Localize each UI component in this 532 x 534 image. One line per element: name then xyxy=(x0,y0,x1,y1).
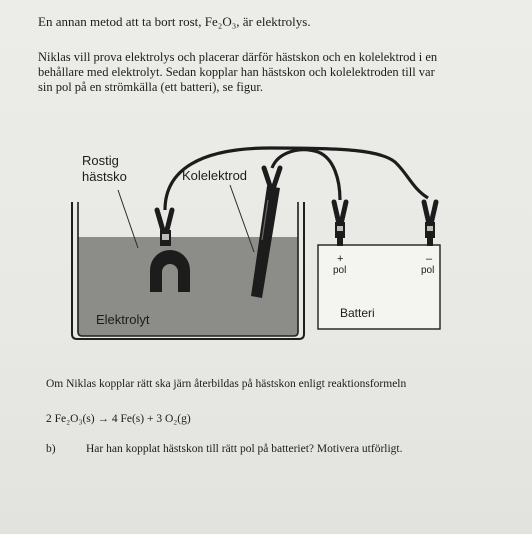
question-b-text: Har han kopplat hästskon till rätt pol på batteriet? Motivera utförligt. xyxy=(86,443,403,455)
question-b xyxy=(46,442,516,456)
electrolysis-figure xyxy=(0,140,532,370)
paragraph-line-2: behållare med elektrolyt. Sedan kopplar han hästskon och kolelektroden till var xyxy=(38,65,435,79)
problem-paragraph xyxy=(38,50,518,95)
reaction-formula: 2 Fe₂O₃(s) → 4 Fe(s) + 3 O₂(g) xyxy=(46,413,191,425)
paragraph-line-1: Niklas vill prova elektrolys och placerar därför hästskon och en kolelektrod i en xyxy=(38,50,438,64)
minus-clip xyxy=(424,202,436,246)
plus-sign: + xyxy=(337,253,344,265)
cable-electrode xyxy=(272,150,340,200)
plus-clip xyxy=(334,202,346,246)
label-kolelektrod: Kolelektrod xyxy=(182,168,248,183)
label-batteri: Batteri xyxy=(340,306,375,320)
electrode-clip xyxy=(264,168,280,186)
intro-text: En annan metod att ta bort rost, Fe₂O₃, är elektrolys. xyxy=(38,14,311,29)
paragraph-line-3: sin pol på en strömkälla (ett batteri), se figur. xyxy=(38,80,263,94)
label-rostig: Rostig xyxy=(82,153,119,168)
plus-pol-label: pol xyxy=(333,265,347,276)
minus-sign: – xyxy=(426,253,433,265)
minus-pol-label: pol xyxy=(421,265,435,276)
question-b-label: b) xyxy=(46,443,56,455)
electrolysis-diagram xyxy=(0,140,532,370)
question-intro: Om Niklas kopplar rätt ska järn återbildas på hästskon enligt reaktionsformeln xyxy=(46,378,407,390)
label-elektrolyt: Elektrolyt xyxy=(96,312,150,327)
label-hastsko: hästsko xyxy=(82,169,127,184)
